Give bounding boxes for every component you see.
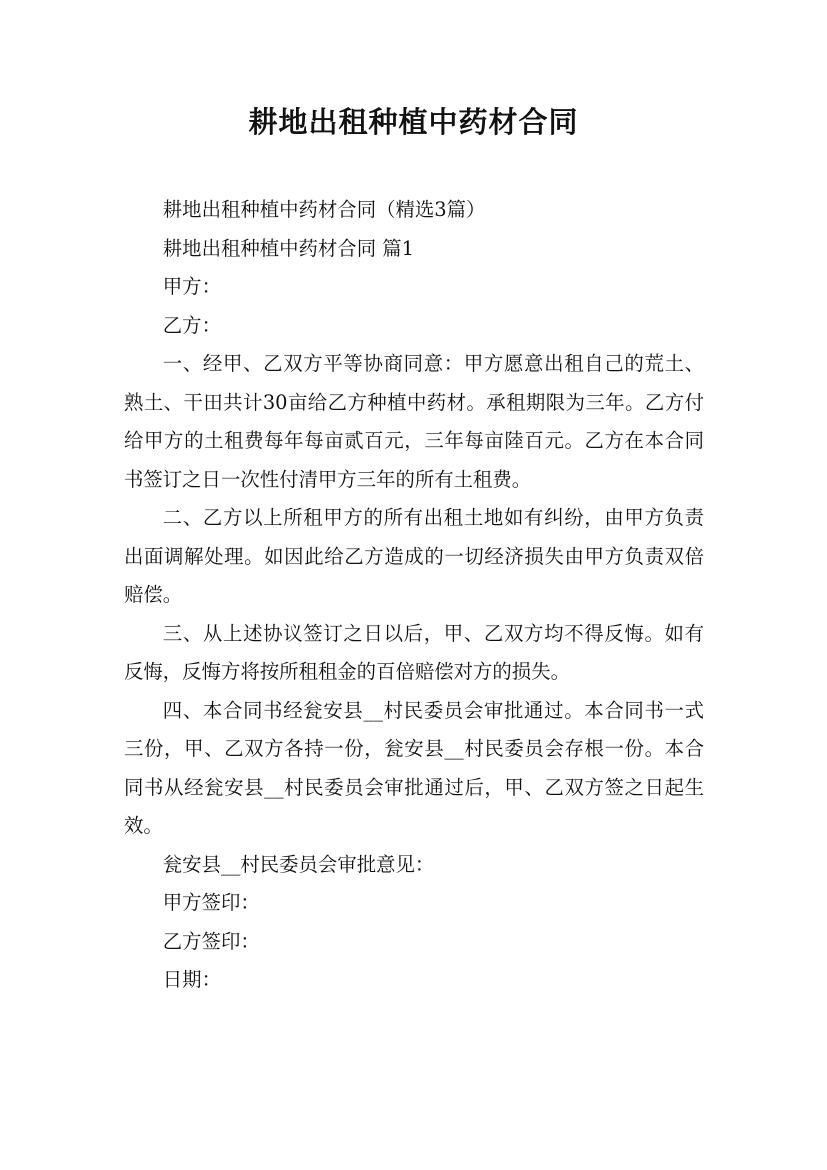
clause-3: 三、从上述协议签订之日以后，甲、乙双方均不得反悔。如有反悔，反悔方将按所租租金的百倍赔偿对方的损失。 bbox=[124, 621, 704, 683]
section-heading: 耕地出租种植中药材合同 篇1 bbox=[162, 236, 414, 260]
party-b-signature-line: 乙方签印： bbox=[162, 929, 260, 953]
clause-4: 四、本合同书经瓮安县__村民委员会审批通过。本合同书一式三份，甲、乙双方各持一份，瓮安县__村民委员会存根一份。本合同书从经瓮安县__村民委员会审批通过后，甲、乙双方签之日起生效。 bbox=[124, 698, 704, 837]
party-b-line: 乙方： bbox=[162, 313, 221, 337]
party-a-signature-line: 甲方签印： bbox=[162, 891, 260, 914]
party-a-line: 甲方： bbox=[162, 275, 221, 298]
clause-2: 二、乙方以上所租甲方的所有出租土地如有纠纷，由甲方负责出面调解处理。如因此给乙方造成的一切经济损失由甲方负责双倍赔偿。 bbox=[124, 506, 704, 606]
committee-opinion-line: 瓮安县__村民委员会审批意见： bbox=[162, 852, 435, 876]
subtitle-selection: 耕地出租种植中药材合同（精选3篇） bbox=[162, 198, 486, 221]
document-title: 耕地出租种植中药材合同 bbox=[248, 105, 579, 139]
date-line: 日期： bbox=[162, 968, 221, 991]
document-body bbox=[124, 191, 704, 1000]
clause-1: 一、经甲、乙双方平等协商同意：甲方愿意出租自己的荒土、熟土、干田共计30亩给乙方种植中药材。承租期限为三年。乙方付给甲方的土租费每年每亩贰百元，三年每亩陸百元。乙方在本合同书签订之日一次性付清甲方三年的所有土租费。 bbox=[124, 352, 704, 491]
